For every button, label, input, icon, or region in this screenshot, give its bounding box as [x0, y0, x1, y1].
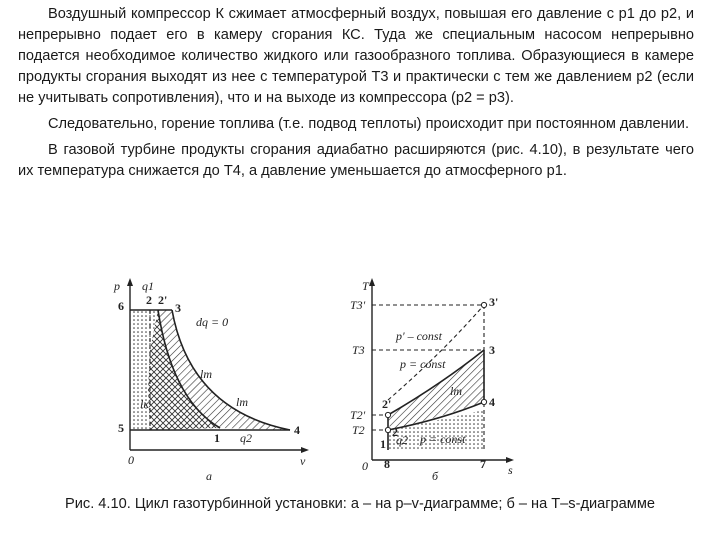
ts-point-4-marker — [481, 399, 486, 404]
pv-y-arrow-icon — [127, 278, 133, 286]
ts-point-1: 1 — [380, 437, 386, 451]
ts-origin-label: 0 — [362, 459, 368, 473]
pv-q2-label: q2 — [240, 431, 252, 445]
paragraph-1: Воздушный компрессор К сжимает атмосферный воздух, повышая его давление с p1 до p2, и непрерывно подает его в камеру сгорания КС. Туда же специальным насосом непрерывно подается необходимое количество жидкого или газообразного топлива. Образующиеся в камере продукты сгорания выходят из нее с температурой T3 и практически с тем же давлением p2 (если не учитывать сопротивления), что и на выходе из компрессора (p2 = p3). — [18, 6, 694, 106]
ts-point-8: 8 — [384, 457, 390, 471]
ts-point-2-marker — [385, 427, 390, 432]
pv-q1-label: q1 — [142, 279, 154, 293]
ts-y-arrow-icon — [369, 278, 375, 286]
paragraph-2: Следовательно, горение топлива (т.е. подвод теплоты) происходит при постоянном давлении. — [48, 116, 690, 132]
ts-p-const-label: p = const — [400, 357, 446, 371]
pv-point-5: 5 — [118, 421, 124, 435]
ts-point-7: 7 — [480, 457, 486, 471]
ts-axis-s-label: s — [508, 463, 513, 477]
pv-adiabat-label: dq = 0 — [196, 315, 229, 329]
pv-point-3: 3 — [175, 301, 181, 315]
pv-point-4: 4 — [294, 423, 300, 437]
ts-point-2p-marker — [385, 412, 390, 417]
ts-t2-label: T2 — [352, 423, 365, 437]
paragraph-3: В газовой турбине продукты сгорания адиабатно расширяются (рис. 4.10), в результате чего их температура снижается до T4, а давление уменьшается до атмосферного p1. — [18, 142, 694, 179]
ts-q2-label: q2 — [396, 433, 408, 447]
ts-p-prime-label: p' – const — [396, 329, 442, 343]
pv-origin-label: 0 — [128, 453, 134, 467]
pv-diagram-label: а — [206, 469, 212, 483]
pv-lm-label: lm — [200, 367, 212, 381]
figure-caption: Рис. 4.10. Цикл газотурбинной установки: а – на p–v-диаграмме; б – на T–s-диаграмме — [65, 496, 655, 512]
ts-t2p-label: T2' — [350, 408, 366, 422]
ts-p-const-low-label: p = const — [420, 432, 466, 446]
body-text — [18, 4, 694, 187]
pv-point-2: 2 — [146, 293, 152, 307]
ts-axis-t-label: T — [362, 279, 369, 293]
ts-point-3p-marker — [481, 302, 486, 307]
ts-point-4: 4 — [489, 395, 495, 409]
ts-diagram — [350, 278, 514, 483]
ts-point-2: 2 — [392, 425, 398, 439]
ts-point-3p: 3' — [489, 295, 499, 309]
ts-point-3: 3 — [489, 343, 495, 357]
pv-lt-label: lт — [236, 395, 248, 409]
pv-x-arrow-icon — [301, 447, 309, 453]
figure-4-10 — [100, 270, 520, 490]
ts-t3p-label: T3' — [350, 298, 366, 312]
pv-point-1: 1 — [214, 431, 220, 445]
pv-lk-label: lк — [140, 397, 149, 411]
pv-diagram — [113, 278, 309, 483]
ts-diagram-label: б — [432, 469, 439, 483]
ts-lt-label: lт — [450, 384, 462, 398]
ts-point-2p: 2' — [382, 397, 392, 411]
figure-svg — [100, 270, 520, 490]
pv-axis-v-label: v — [300, 454, 306, 468]
ts-t3-label: T3 — [352, 343, 365, 357]
pv-point-2p: 2' — [158, 293, 168, 307]
pv-axis-p-label: p — [114, 279, 120, 293]
pv-point-6: 6 — [118, 299, 124, 313]
